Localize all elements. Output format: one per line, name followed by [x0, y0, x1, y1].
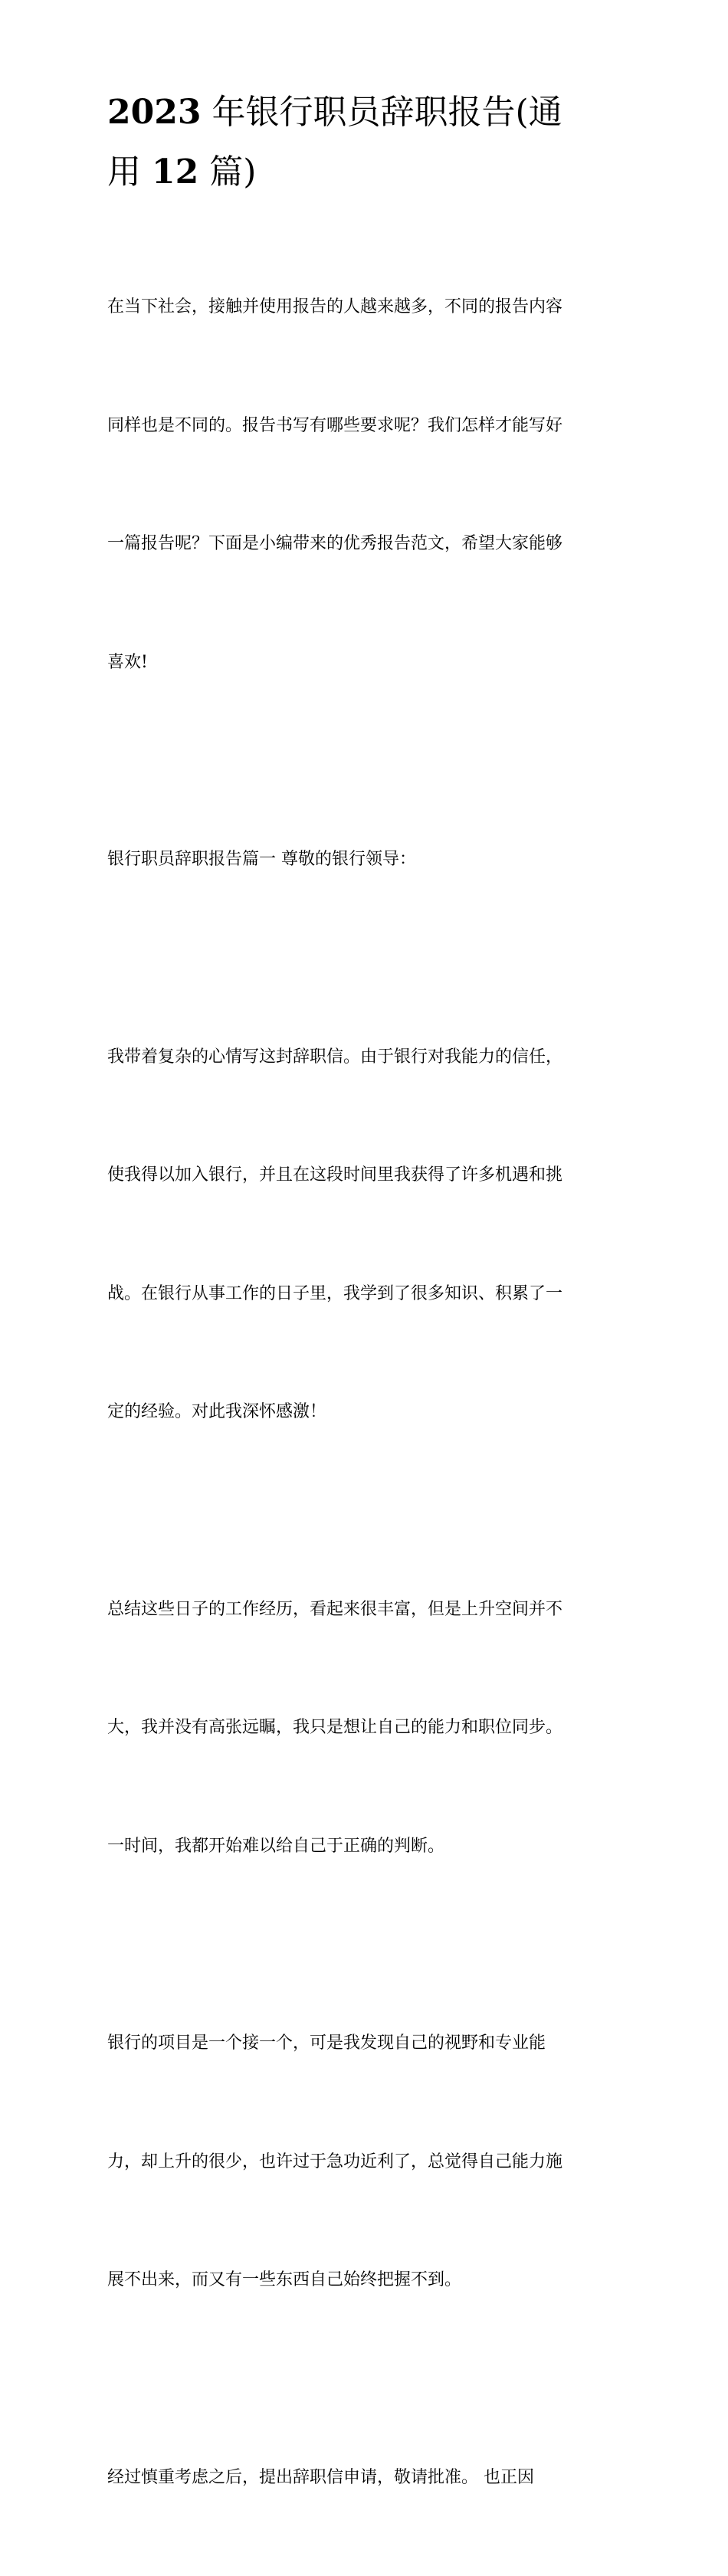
- text-line: 定的经验。对此我深怀感激！: [107, 1392, 622, 1432]
- text-line: 一时间，我都开始难以给自己于正确的判断。: [107, 1827, 622, 1866]
- text-line: 一篇报告呢？下面是小编带来的优秀报告范文，希望大家能够: [107, 524, 622, 564]
- title-text-1: 年银行职员辞职报告(通: [201, 93, 562, 132]
- title-text-2: 篇): [198, 152, 256, 192]
- text-line: 力，却上升的很少，也许过于急功近利了，总觉得自己能力施: [107, 2142, 622, 2182]
- intro-paragraph: [107, 208, 622, 761]
- document-body: [107, 208, 622, 2576]
- text-line: 银行职员辞职报告篇一 尊敬的银行领导：: [107, 840, 622, 880]
- text-line: 经过慎重考虑之后，提出辞职信申请，敬请批准。 也正因: [107, 2458, 622, 2498]
- document-content: [107, 83, 622, 2576]
- text-line: 同样也是不同的。报告书写有哪些要求呢？我们怎样才能写好: [107, 406, 622, 446]
- text-line: 银行的项目是一个接一个，可是我发现自己的视野和专业能: [107, 2024, 622, 2063]
- body-paragraph-1: [107, 959, 622, 1511]
- text-line: 总结这些日子的工作经历，看起来很丰富，但是上升空间并不: [107, 1590, 622, 1630]
- document-title: [107, 83, 622, 202]
- text-line: 使我得以加入银行，并且在这段时间里我获得了许多机遇和挑: [107, 1155, 622, 1195]
- body-paragraph-3: [107, 1945, 622, 2379]
- title-line-1: [107, 83, 622, 143]
- title-count: 12: [152, 152, 198, 192]
- body-paragraph-2: [107, 1511, 622, 1945]
- title-year: 2023: [107, 93, 201, 132]
- text-line: 喜欢!: [107, 643, 622, 683]
- text-line: 展不出来，而又有一些东西自己始终把握不到。: [107, 2260, 622, 2300]
- body-paragraph-4: [107, 2379, 622, 2576]
- text-line: 战。在银行从事工作的日子里，我学到了很多知识、积累了一: [107, 1274, 622, 1314]
- document-page: [0, 0, 728, 942]
- text-line: 大，我并没有高张远瞩，我只是想让自己的能力和职位同步。: [107, 1708, 622, 1748]
- title-prefix-2: 用: [107, 152, 152, 192]
- section-heading-paragraph: [107, 761, 622, 959]
- text-line: 我带着复杂的心情写这封辞职信。由于银行对我能力的信任，: [107, 1037, 622, 1077]
- title-line-2: [107, 143, 622, 202]
- text-line: 在当下社会，接触并使用报告的人越来越多，不同的报告内容: [107, 287, 622, 327]
